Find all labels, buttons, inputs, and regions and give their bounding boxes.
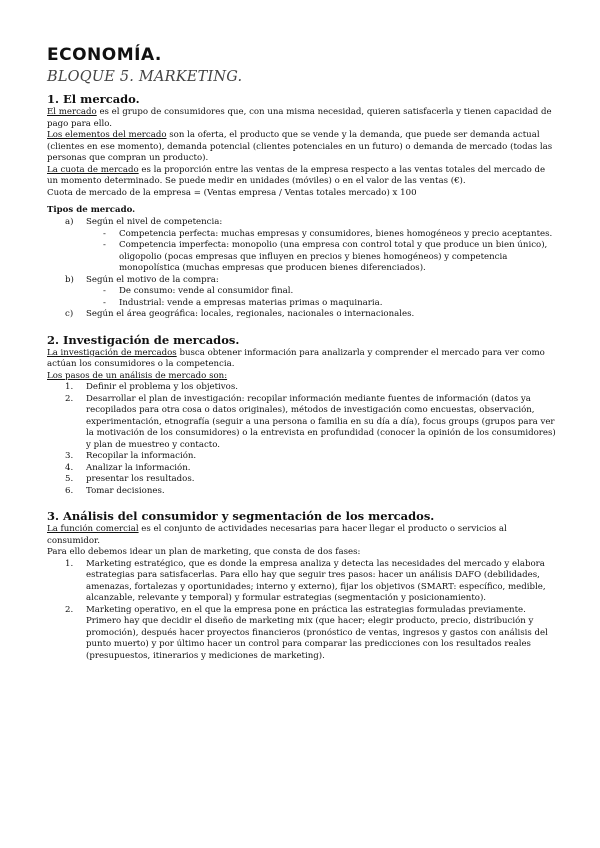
sub-list	[86, 229, 557, 275]
market-analysis-steps	[47, 382, 557, 497]
list-item	[47, 451, 557, 463]
list-marker: c)	[65, 309, 74, 319]
list-item	[47, 486, 557, 498]
list-item	[47, 463, 557, 475]
list-item-text: Recopilar la información.	[86, 451, 197, 461]
market-types-list	[47, 217, 557, 321]
list-marker: 6.	[65, 485, 74, 496]
sub-list-item-text: Industrial: vende a empresas materias primas o maquinaria.	[119, 297, 383, 308]
steps-intro	[47, 371, 557, 383]
sub-list-item-text: De consumo: vende al consumidor final.	[119, 286, 294, 296]
list-item-text: Marketing estratégico, que es donde la empresa analiza y detecta las necesidades del mercado y elabora estrategias para satisfacerlas. Para ello hay que seguir tres pasos: hacer un análisis DAFO (debilidades, amenazas, fortalezas y oportunidades; interno y externo), fijar los objetivos (SMART: específico, medible, alcanzable, relevante y temporal) y formular estrategias (segmentación y posicionamiento).	[86, 558, 546, 603]
list-item	[47, 474, 557, 486]
term-cuota: La cuota de mercado	[47, 164, 139, 175]
section-1-paragraph-mercado	[47, 107, 557, 130]
term-investigacion: La investigación de mercados	[47, 347, 177, 358]
list-item-text: Definir el problema y los objetivos.	[86, 382, 238, 392]
list-item-text: Analizar la información.	[86, 462, 191, 473]
list-item	[47, 217, 557, 275]
list-item-text: Según el área geográfica: locales, regionales, nacionales o internacionales.	[86, 309, 415, 319]
sub-list-item-text: Competencia perfecta: muchas empresas y consumidores, bienes homogéneos y precio aceptantes.	[119, 228, 553, 239]
term-mercado: El mercado	[47, 107, 97, 117]
list-marker: 3.	[65, 451, 74, 461]
document-subtitle: BLOQUE 5. MARKETING.	[47, 69, 243, 85]
list-marker: b)	[65, 274, 74, 285]
section-3-heading: 3. Análisis del consumidor y segmentación de los mercados.	[47, 509, 435, 523]
definition-elementos: son la oferta, el producto que se vende y la demanda, que puede ser demanda actual (clientes en ese momento), demanda potencial (clientes potenciales en un futuro) o demanda de mercado (todas las personas que compran un producto).	[47, 130, 553, 163]
definition-mercado: es el grupo de consumidores que, con una misma necesidad, quieren satisfacerla y tienen capacidad de pago para ello.	[47, 107, 552, 129]
list-item	[47, 394, 557, 452]
sub-list	[86, 286, 557, 309]
list-marker: 1.	[65, 558, 74, 569]
term-elementos: Los elementos del mercado	[47, 130, 167, 140]
list-item-text: presentar los resultados.	[86, 474, 195, 484]
list-item	[47, 605, 557, 663]
section-1-heading: 1. El mercado.	[47, 92, 140, 106]
section-3-paragraph-plan: Para ello debemos idear un plan de marketing, que consta de dos fases:	[47, 547, 361, 557]
list-item-text: Según el nivel de competencia:	[86, 217, 223, 227]
section-1-paragraph-elementos	[47, 130, 557, 165]
definition-investigacion: busca obtener información para analizarla y comprender el mercado para ver como actúan los consumidores o la competencia.	[47, 347, 545, 369]
list-marker: 5.	[65, 474, 74, 484]
list-item	[47, 382, 557, 394]
sub-list-item-text: Competencia imperfecta: monopolio (una empresa con control total y que produce un bien único), oligopolio (pocas empresas que influyen en precios y bienes homogéneos) y competencia monopolística (muchas empresas que producen bienes diferenciados).	[119, 240, 548, 273]
types-heading: Tipos de mercado.	[47, 205, 136, 215]
steps-intro-text: Los pasos de un análisis de mercado son:	[47, 370, 228, 381]
list-marker: 4.	[65, 462, 74, 473]
list-marker: 1.	[65, 382, 74, 392]
definition-cuota: es la proporción entre las ventas de la empresa respecto a las ventas totales del mercado de un momento determinado. Se puede medir en unidades (móviles) o en el valor de las ventas (€).	[47, 164, 546, 186]
list-marker: a)	[65, 217, 74, 227]
definition-funcion-comercial: es el conjunto de actividades necesarias para hacer llegar el producto o servicios al consumidor.	[47, 524, 507, 546]
term-funcion-comercial: La función comercial	[47, 524, 139, 534]
list-item-text: Desarrollar el plan de investigación: recopilar información mediante fuentes de información (datos ya recopilados para otra cosa o datos originales), métodos de investigación como encuestas, observación, experimentación, etnografía (seguir a una persona o familia en su día a día), focus groups (grupos para ver la motivación de los consumidores) o la entrevista en profundidad (conocer la opinión de los consumidores) y plan de muestreo y contacto.	[86, 393, 556, 450]
list-item-text: Marketing operativo, en el que la empresa pone en práctica las estrategias formuladas previamente. Primero hay que decidir el diseño de marketing mix (que hacer; elegir producto, precio, distribución y promoción), después hacer proyectos financieros (pronóstico de ventas, ingresos y gastos con análisis del punto muerto) y por último hacer un control para comparar las predicciones con los resultados reales (presupuestos, itinerarios y mediciones de marketing).	[86, 604, 548, 661]
document-title: ECONOMÍA.	[47, 45, 162, 65]
section-2-heading: 2. Investigación de mercados.	[47, 332, 240, 347]
list-item	[47, 275, 557, 310]
list-marker: 2.	[65, 604, 74, 615]
sub-list-item: - De consumo: vende al consumidor final.	[103, 286, 294, 296]
marketing-plan-phases	[47, 559, 557, 663]
formula-cuota: Cuota de mercado de la empresa = (Ventas empresa / Ventas totales mercado) x 100	[47, 187, 417, 198]
list-item	[47, 309, 557, 321]
document-page	[47, 44, 557, 662]
list-item-text: Tomar decisiones.	[86, 485, 165, 496]
section-3-paragraph-funcion	[47, 524, 557, 547]
sub-list-item: - Competencia perfecta: muchas empresas y consumidores, bienes homogéneos y precio aceptantes.	[103, 228, 553, 239]
sub-list-item: - Competencia imperfecta: monopolio (una empresa con control total y que produce un bien único), oligopolio (pocas empresas que influyen en precios y bienes homogéneos) y competencia monopolística (muchas empresas que producen bienes diferenciados).	[103, 240, 548, 273]
sub-list-item: - Industrial: vende a empresas materias primas o maquinaria.	[103, 297, 383, 308]
list-item-text: Según el motivo de la compra:	[86, 274, 219, 285]
list-marker: 2.	[65, 393, 74, 404]
list-item	[47, 559, 557, 605]
section-1-paragraph-cuota	[47, 165, 557, 188]
section-2-paragraph-investigacion	[47, 348, 557, 371]
